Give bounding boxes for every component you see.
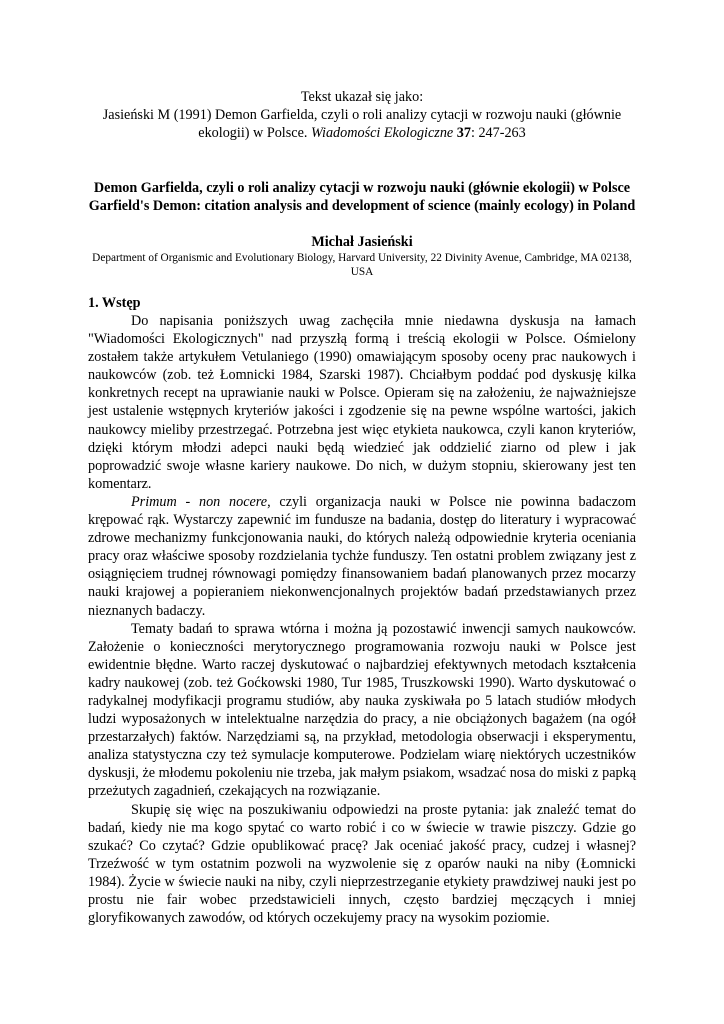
- page-range: : 247-263: [470, 125, 526, 141]
- latin-phrase: Primum - non nocere: [131, 493, 268, 510]
- title-polish: Demon Garfielda, czyli o roli analizy cytacji w rozwoju nauki (głównie ekologii) w Polsce: [93, 180, 631, 196]
- author-name: Michał Jasieński: [311, 234, 413, 250]
- section-heading: 1. Wstęp: [88, 295, 141, 311]
- citation-header: [88, 88, 636, 142]
- title-english: Garfield's Demon: citation analysis and development of science (mainly ecology) in Poland: [88, 198, 636, 214]
- header-line: Tekst ukazał się jako:: [300, 89, 424, 105]
- author-affiliation: Department of Organismic and Evolutionary Biology, Harvard University, 22 Divinity Avenue, Cambridge, MA 02138, USA: [92, 252, 632, 278]
- paragraph-2-text: , czyli organizacja nauki w Polsce nie powinna badaczom krępować rąk. Wystarczy zapewnić im fundusze na badania, dostęp do literatury i wypracować zdrowe mechanizmy funkcjonowania nauki, do których należą odpowiednie kryteria oceniania pracy oraz właściwe sposoby rozdzielania tychże funduszy. Ten ostatni problem związany jest z osiągnięciem trudnej równowagi pomiędzy finansowaniem badań planowanych przez mocarzy nauki krajowej a popieraniem niekonwencjonalnych projektów badań przedstawianych przez nieznanych badaczy.: [88, 493, 636, 619]
- journal-name: Wiadomości Ekologiczne: [310, 125, 454, 141]
- paragraph-2: [88, 493, 636, 620]
- volume-number: 37: [456, 125, 471, 141]
- paragraph-3: Tematy badań to sprawa wtórna i można ją pozostawić inwencji samych naukowców. Założenie o konieczności merytorycznego programowania rozwoju nauki w Polsce jest ewidentnie błędne. Warto raczej dyskutować o najbardziej efektywnych metodach kształcenia kadry naukowej (zob. też Gоćkowski 1980, Tur 1985, Truszkowski 1990). Warto dyskutować o radykalnej modyfikacji programu studiów, aby nauka zyskiwała po 5 latach studiów młodych ludzi wyposażonych w intelektualne narzędzia do pracy, a nie obciążonych bagażem (na ogół przestarzałych) faktów. Narzędziami są, na przykład, metodologia obserwacji i eksperymentu, analiza statystyczna czy też symulacje komputerowe. Podzielam wiarę niektórych uczestników dyskusji, że młodemu pokoleniu nie trzeba, jak małym psiakom, wsadzać nosa do miski z papką przeżutych zagadnień, czekających na rozwiązanie.: [88, 620, 636, 800]
- article-title: [88, 179, 636, 215]
- citation-text: [88, 106, 636, 142]
- paragraph-4: Skupię się więc na poszukiwaniu odpowiedzi na proste pytania: jak znaleźć temat do badań, kiedy nie ma kogo spytać co warto robić i co w świecie w trawie piszczy. Gdzie go szukać? Co czytać? Gdzie opublikować pracę? Jak oceniać jakość pracy, cudzej i własnej? Trzeźwość w tym ostatnim pozwoli na wyzwolenie się z oparów nauki na niby (Łomnicki 1984). Życie w świecie nauki na niby, czyli nieprzestrzeganie etykiety prawdziwej nauki jest po prostu nie fair wobec przedstawicieli innych, często bardziej męczących i mniej gloryfikowanych zawodów, od których oczekujemy pracy na wysokim poziomie.: [88, 801, 636, 927]
- citation-prefix: Jasieński M (1991) Demon Garfielda, czyli o roli analizy cytacji w rozwoju nauki (głównie ekologii) w Polsce.: [102, 107, 622, 141]
- paragraph-1: Do napisania poniższych uwag zachęciła mnie niedawna dyskusja na łamach "Wiadomości Ekologicznych" nad przyszłą formą i treścią ekologii w Polsce. Ośmielony zostałem także artykułem Vetulaniego (1990) omawiającym sposoby oceny prac naukowych i naukowców (zob. też Łomnicki 1984, Szarski 1987). Chciałbym poddać pod dyskusję kilka konkretnych recept na uprawianie nauki w Polsce. Opieram się na założeniu, że najważniejsze jest ustalenie wstępnych kryteriów jakości i zgodzenie się na pewne wspólne wartości, jakich naukowcy mieliby przestrzegać. Potrzebna jest więc etykieta naukowca, czyli kanon kryteriów, dzięki którym młodzi adepci nauki będą wiedzieć jak oddzielić ziarno od plew i jak poprowadzić swoje własne kariery naukowe. Do nich, w dużym stopniu, skierowany jest ten komentarz.: [88, 313, 636, 492]
